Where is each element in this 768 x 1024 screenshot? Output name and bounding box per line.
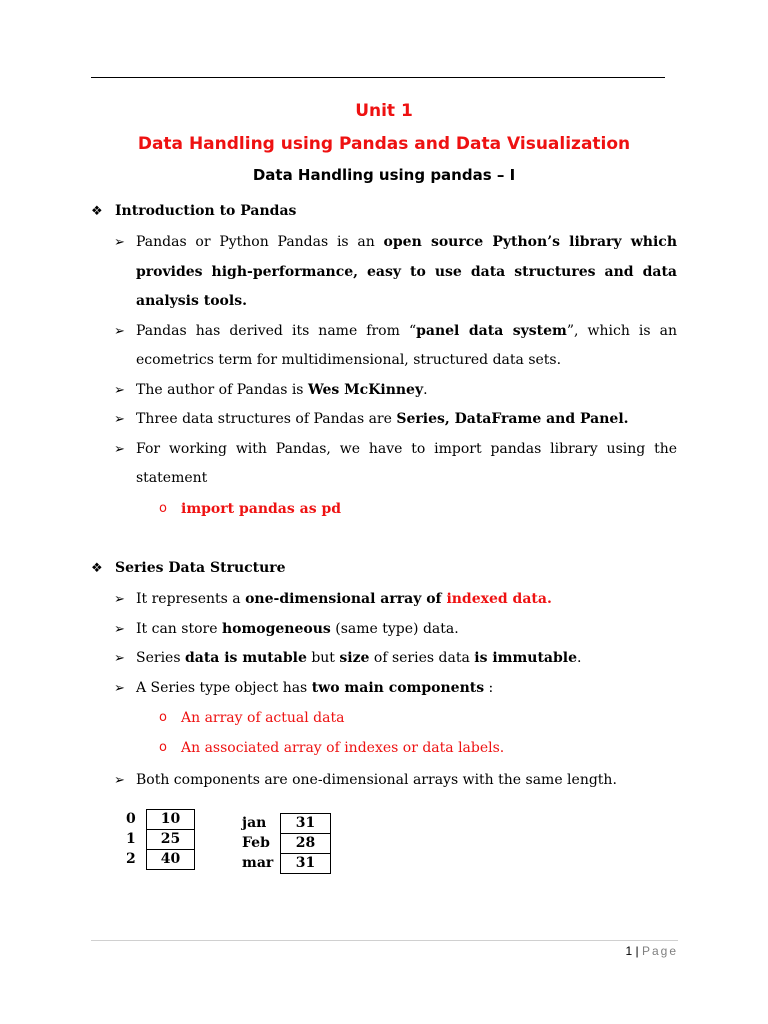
series-example-labeled xyxy=(242,813,334,873)
footer-divider xyxy=(91,940,678,941)
list-item: ➢ Pandas has derived its name from “panel data system”, which is an xyxy=(114,317,677,347)
list-item: ➢ Series data is mutable but size of series data is immutable. xyxy=(114,644,677,674)
arrow-bullet-icon: ➢ xyxy=(114,323,125,339)
list-item: ➢ For working with Pandas, we have to import pandas library using the xyxy=(114,435,677,465)
list-item: ➢ It can store homogeneous (same type) data. xyxy=(114,615,677,645)
arrow-bullet-icon: ➢ xyxy=(114,680,125,696)
footer-separator: | xyxy=(635,944,639,958)
intro-heading-text: Introduction to Pandas xyxy=(115,203,297,219)
arrow-bullet-icon: ➢ xyxy=(114,235,125,250)
series-example-numeric xyxy=(126,809,198,869)
table-row: 0 10 xyxy=(126,809,198,829)
series-list xyxy=(114,585,677,796)
arrow-bullet-icon: ➢ xyxy=(114,441,125,457)
sub-item: o An associated array of indexes or data labels. xyxy=(114,733,677,763)
intro-list: ➢ Pandas or Python Pandas is an open source Python’s library which provides high-performance, easy to use data structures and data analysis tools. ➢ Pandas has derived its name from “panel data system”, which is an ecometrics term for multidimensional, structured data sets. ➢ The author of Pandas is Wes McKinney. ➢ Three data structures of Pandas are Series, DataFrame and Panel. ➢ For working with Pandas, we have to import pandas library using the statement o import pandas as pd xyxy=(114,228,677,524)
page-label: Page xyxy=(641,944,678,958)
list-item: ➢ The author of Pandas is Wes McKinney. xyxy=(114,376,677,406)
arrow-bullet-icon: ➢ xyxy=(114,592,125,607)
list-item: ➢ Pandas or Python Pandas is an open source Python’s library which xyxy=(114,228,677,258)
diamond-bullet-icon: ❖ xyxy=(91,561,103,576)
section-subtitle: Data Handling using pandas – I xyxy=(252,166,516,184)
diamond-bullet-icon: ❖ xyxy=(91,204,103,219)
list-item: ➢ Both components are one-dimensional arrays with the same length. xyxy=(114,766,677,796)
arrow-bullet-icon: ➢ xyxy=(114,651,125,666)
page-number: 1 xyxy=(625,944,633,958)
circle-bullet-icon: o xyxy=(159,740,167,755)
list-item: ➢ It represents a one-dimensional array of indexed data. xyxy=(114,585,677,615)
table-row: jan 31 xyxy=(242,813,334,833)
arrow-bullet-icon: ➢ xyxy=(114,412,125,427)
table-row: 2 40 xyxy=(126,849,198,869)
list-item: ➢ Three data structures of Pandas are Series, DataFrame and Panel. xyxy=(114,405,677,435)
page-footer xyxy=(625,944,678,958)
sub-item: o An array of actual data xyxy=(114,703,677,733)
arrow-bullet-icon: ➢ xyxy=(114,382,125,398)
code-statement: o import pandas as pd xyxy=(114,494,677,524)
table-row: Feb 28 xyxy=(242,833,334,853)
intro-heading xyxy=(91,203,296,219)
unit-heading: Unit 1 xyxy=(355,101,413,121)
list-item: ➢ A Series type object has two main components : xyxy=(114,674,677,704)
table-row: 1 25 xyxy=(126,829,198,849)
top-divider xyxy=(91,77,665,78)
chapter-title: Data Handling using Pandas and Data Visualization xyxy=(137,134,631,154)
circle-bullet-icon: o xyxy=(159,710,167,725)
series-heading-text: Series Data Structure xyxy=(115,560,286,576)
circle-bullet-icon: o xyxy=(159,500,167,516)
table-row: mar 31 xyxy=(242,853,334,873)
arrow-bullet-icon: ➢ xyxy=(114,773,125,788)
arrow-bullet-icon: ➢ xyxy=(114,621,125,637)
series-heading xyxy=(91,560,286,576)
